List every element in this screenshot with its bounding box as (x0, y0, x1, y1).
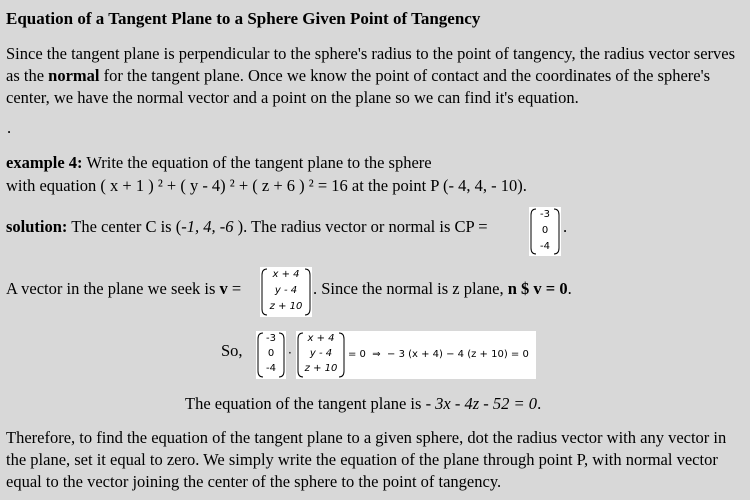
tangent-plane-equation: - 3x - 4z - 52 = 0 (425, 394, 538, 413)
vector-v: v (219, 279, 228, 298)
example-text-1: Write the equation of the tangent plane to the sphere (82, 153, 432, 172)
dot-operator: · (288, 346, 292, 360)
example-line-1 (6, 153, 432, 173)
plane-eq: = (227, 279, 242, 298)
result-text: The equation of the tangent plane is (185, 394, 426, 413)
example-line-2: with equation ( x + 1 ) ² + ( y - 4) ² + ( z + 6 ) ² = 16 at the point P (- 4, 4, - 10). (6, 176, 527, 195)
matrix-cell: -3 (540, 209, 550, 220)
so-equation-tail: = 0 ⇒ − 3 (x + 4) − 4 (z + 10) = 0 (346, 331, 536, 379)
so-label: So, (221, 341, 243, 360)
matrix-cell: -4 (540, 241, 550, 252)
example-label: example 4: (6, 153, 83, 172)
matrix-cell: 0 (541, 225, 549, 236)
matrix-cell: -4 (266, 363, 276, 374)
solution-label: solution: (6, 217, 68, 236)
intro-paragraph (6, 43, 744, 109)
plane-text-b: . Since the normal is z plane, (313, 279, 508, 298)
matrix-cell: z + 10 (269, 301, 303, 312)
separator-dot: . (7, 118, 12, 137)
result-line (185, 394, 541, 414)
page-title: Equation of a Tangent Plane to a Sphere Given Point of Tangency (6, 9, 481, 28)
plane-vector-matrix (260, 267, 312, 317)
plane-text-a: A vector in the plane we seek is (6, 279, 220, 298)
plane-vector-line (6, 279, 241, 299)
solution-line (6, 217, 488, 237)
plane-vector-tail (313, 279, 572, 299)
center-coords: -1, 4, -6 (181, 217, 234, 236)
so-normal-matrix (256, 331, 286, 379)
matrix-cell: y - 4 (309, 348, 333, 359)
intro-text-2: for the tangent plane. Once we know the point of contact and the coordinates of the sphere's center, we have the normal vector and a point on the plane so we can find it's equation. (6, 66, 711, 107)
conclusion-paragraph: Therefore, to find the equation of the tangent plane to a given sphere, dot the radius vector with any vector in the plane, set it equal to zero. We simply write the equation of the plane through point P, with normal vector equal to the vector joining the center of the sphere to the point of tangency. (6, 428, 727, 491)
so-vector-matrix (296, 331, 346, 379)
matrix-cell: z + 10 (304, 363, 338, 374)
cp-vector-matrix (529, 207, 561, 256)
solution-text-a: The center C is ( (67, 217, 182, 236)
intro-text-1: Since the tangent plane is perpendicular to the sphere's radius to the point of tangency, the radius vector serves as the (6, 44, 736, 85)
matrix-cell: 0 (267, 348, 275, 359)
result-end: . (537, 394, 542, 413)
matrix-cell: -3 (266, 333, 276, 344)
intro-bold-normal: normal (48, 66, 100, 85)
matrix-cell: x + 4 (307, 333, 335, 344)
plane-end: . (567, 279, 572, 298)
dot-product-expression: n $ v = 0 (507, 279, 568, 298)
solution-end: . (563, 217, 568, 236)
matrix-cell: x + 4 (272, 269, 300, 280)
matrix-cell: y - 4 (274, 285, 298, 296)
solution-text-b: ). The radius vector or normal is CP = (233, 217, 488, 236)
